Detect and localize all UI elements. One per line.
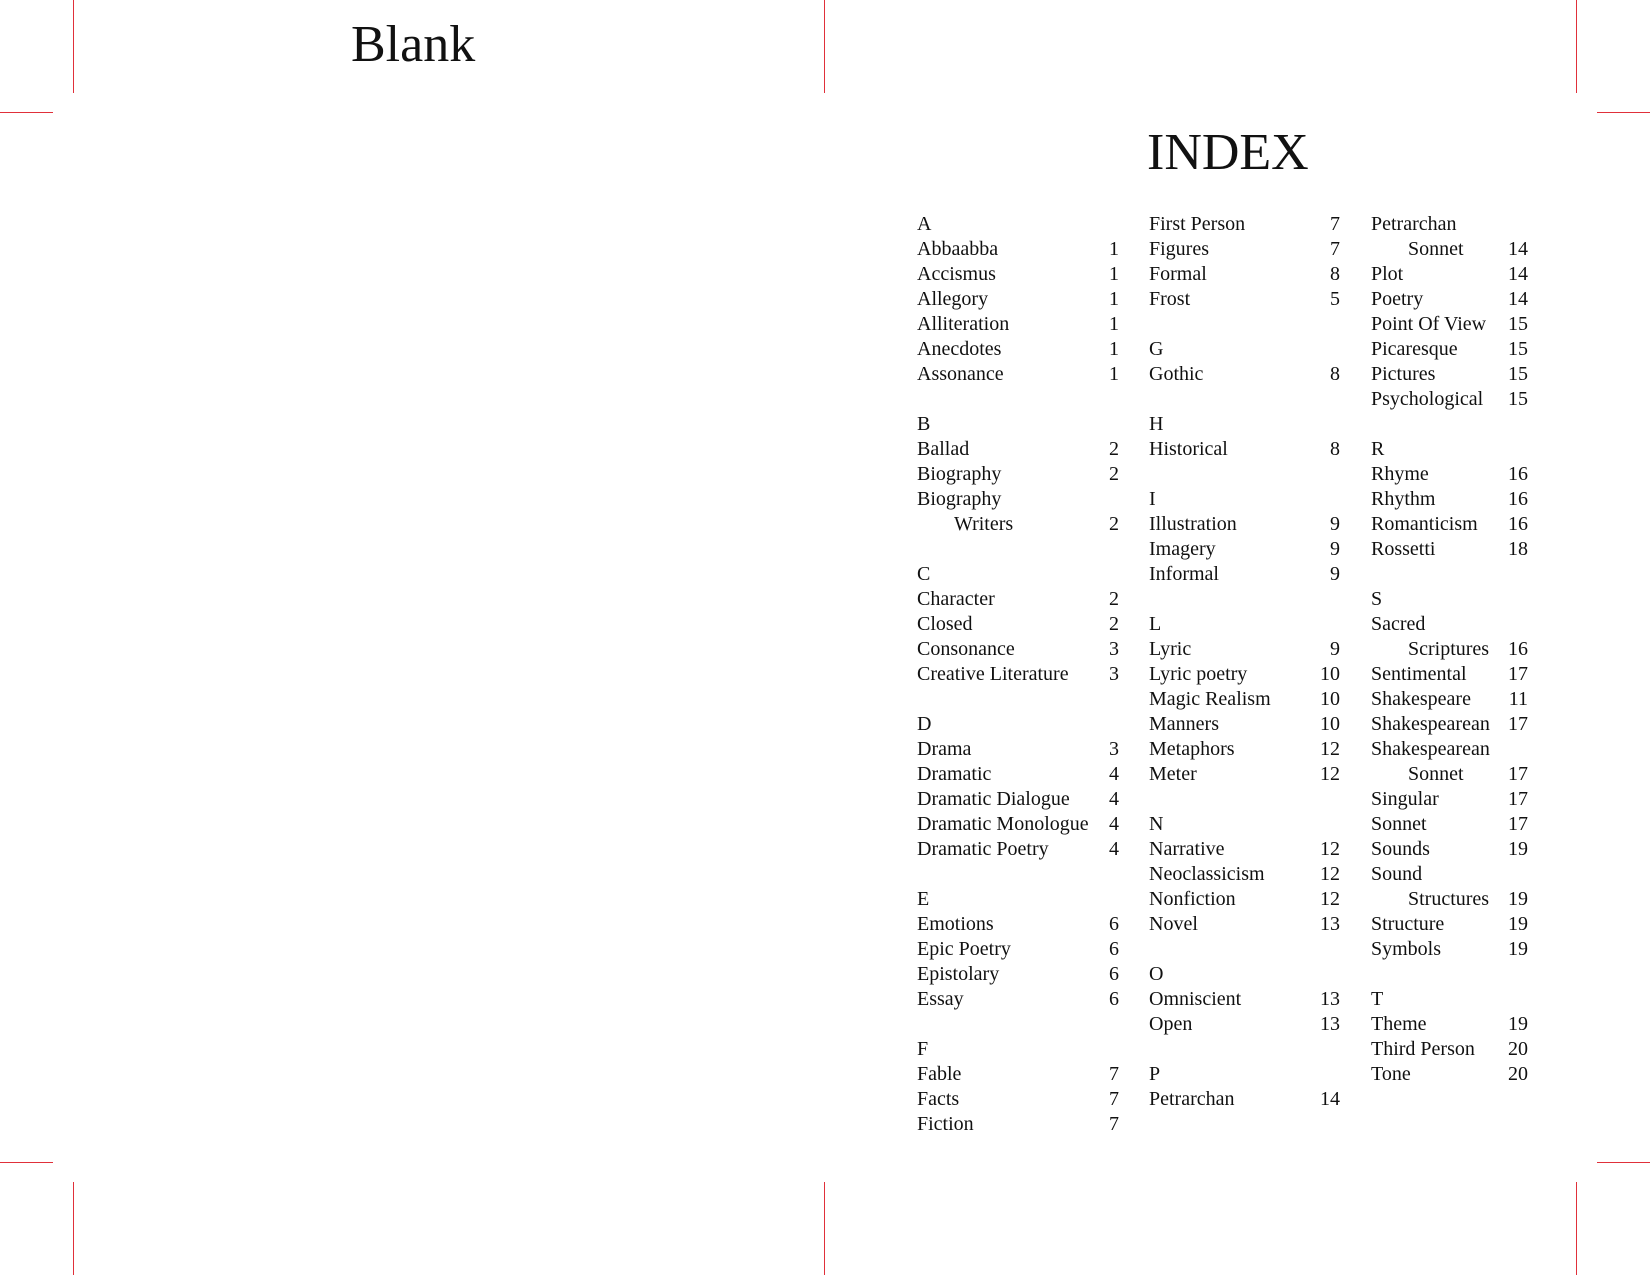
index-page-number: 16 bbox=[1508, 513, 1528, 535]
index-entry bbox=[1371, 587, 1528, 612]
index-entry bbox=[917, 1037, 1119, 1062]
index-term: N bbox=[1149, 813, 1164, 835]
index-entry bbox=[1371, 662, 1528, 687]
index-term: Picaresque bbox=[1371, 338, 1458, 360]
index-entry bbox=[917, 362, 1119, 387]
index-entry bbox=[1371, 712, 1528, 737]
index-term: Rossetti bbox=[1371, 538, 1436, 560]
index-term: H bbox=[1149, 413, 1164, 435]
index-entry bbox=[917, 212, 1119, 237]
index-page-number: 7 bbox=[1330, 238, 1340, 260]
index-term: Informal bbox=[1149, 563, 1219, 585]
index-page-number: 16 bbox=[1508, 638, 1528, 660]
index-entry bbox=[1149, 837, 1340, 862]
index-term: Psychological bbox=[1371, 388, 1484, 410]
index-page-number: 19 bbox=[1508, 1013, 1528, 1035]
index-term: Rhythm bbox=[1371, 488, 1436, 510]
index-term: Anecdotes bbox=[917, 338, 1002, 360]
index-entry bbox=[1371, 912, 1528, 937]
index-entry bbox=[917, 962, 1119, 987]
index-term: E bbox=[917, 888, 930, 910]
index-entry bbox=[1149, 487, 1340, 512]
index-entry bbox=[1149, 387, 1340, 412]
index-page-number: 6 bbox=[1109, 988, 1119, 1010]
index-term: Sound bbox=[1371, 863, 1423, 885]
index-term: Singular bbox=[1371, 788, 1439, 810]
index-term: Fiction bbox=[917, 1113, 974, 1135]
index-entry bbox=[917, 1062, 1119, 1087]
index-entry bbox=[1149, 1062, 1340, 1087]
index-page-number: 19 bbox=[1508, 938, 1528, 960]
index-term: Sonnet bbox=[1408, 763, 1464, 785]
index-page-number: 11 bbox=[1508, 688, 1528, 710]
index-page-number: 15 bbox=[1508, 338, 1528, 360]
index-entry bbox=[1149, 762, 1340, 787]
crop-mark bbox=[73, 1182, 74, 1275]
index-entry bbox=[917, 612, 1119, 637]
index-term: Plot bbox=[1371, 263, 1404, 285]
crop-mark bbox=[1597, 1162, 1650, 1163]
index-entry bbox=[1149, 662, 1340, 687]
index-term: Biography bbox=[917, 463, 1002, 485]
index-entry bbox=[1371, 287, 1528, 312]
index-page-number: 4 bbox=[1109, 838, 1119, 860]
index-term: Allegory bbox=[917, 288, 989, 310]
crop-mark bbox=[0, 1162, 53, 1163]
index-term: Meter bbox=[1149, 763, 1197, 785]
index-page-number: 7 bbox=[1109, 1113, 1119, 1135]
index-entry bbox=[917, 762, 1119, 787]
index-entry bbox=[1371, 337, 1528, 362]
index-term: Character bbox=[917, 588, 995, 610]
index-term: R bbox=[1371, 438, 1385, 460]
index-page-number: 3 bbox=[1109, 638, 1119, 660]
index-entry bbox=[1371, 512, 1528, 537]
index-term: G bbox=[1149, 338, 1164, 360]
index-page-number: 3 bbox=[1109, 738, 1119, 760]
index-entry bbox=[1371, 787, 1528, 812]
index-page-number: 1 bbox=[1109, 288, 1119, 310]
index-term: Facts bbox=[917, 1088, 960, 1110]
index-page-number: 2 bbox=[1109, 513, 1119, 535]
index-term: Figures bbox=[1149, 238, 1209, 260]
index-page-number: 2 bbox=[1109, 613, 1119, 635]
index-entry bbox=[1149, 712, 1340, 737]
index-column-3 bbox=[1371, 212, 1528, 1087]
index-term: Consonance bbox=[917, 638, 1015, 660]
index-entry bbox=[1371, 612, 1528, 637]
index-term: Petrarchan bbox=[1149, 1088, 1235, 1110]
index-page-number: 9 bbox=[1330, 538, 1340, 560]
index-entry bbox=[1371, 387, 1528, 412]
index-page-number: 1 bbox=[1109, 363, 1119, 385]
index-term: Dramatic Poetry bbox=[917, 838, 1049, 860]
index-page-number: 12 bbox=[1320, 838, 1340, 860]
index-entry bbox=[917, 987, 1119, 1012]
index-term: Essay bbox=[917, 988, 964, 1010]
index-page-number: 12 bbox=[1320, 863, 1340, 885]
index-page-number: 6 bbox=[1109, 963, 1119, 985]
index-page-number: 19 bbox=[1508, 913, 1528, 935]
index-term: Dramatic Monologue bbox=[917, 813, 1089, 835]
index-entry bbox=[917, 1112, 1119, 1137]
index-term: A bbox=[917, 213, 932, 235]
index-entry bbox=[1149, 637, 1340, 662]
index-term: Imagery bbox=[1149, 538, 1216, 560]
index-page-number: 7 bbox=[1109, 1088, 1119, 1110]
index-entry bbox=[917, 1087, 1119, 1112]
index-term: Dramatic Dialogue bbox=[917, 788, 1070, 810]
index-page-number: 5 bbox=[1330, 288, 1340, 310]
index-term: Omniscient bbox=[1149, 988, 1242, 1010]
index-page-number: 20 bbox=[1508, 1063, 1528, 1085]
index-entry bbox=[1371, 812, 1528, 837]
index-entry bbox=[917, 562, 1119, 587]
index-term: Novel bbox=[1149, 913, 1198, 935]
index-term: Formal bbox=[1149, 263, 1207, 285]
index-page-number: 6 bbox=[1109, 938, 1119, 960]
index-term: Lyric poetry bbox=[1149, 663, 1248, 685]
index-term: F bbox=[917, 1038, 929, 1060]
index-page-number: 10 bbox=[1320, 713, 1340, 735]
index-entry bbox=[1371, 1062, 1528, 1087]
index-entry bbox=[1149, 587, 1340, 612]
index-term: Gothic bbox=[1149, 363, 1204, 385]
index-page-number: 17 bbox=[1508, 788, 1528, 810]
index-page-number: 18 bbox=[1508, 538, 1528, 560]
index-entry bbox=[917, 737, 1119, 762]
index-term: Nonfiction bbox=[1149, 888, 1236, 910]
index-term: Sacred bbox=[1371, 613, 1426, 635]
crop-mark bbox=[824, 0, 825, 93]
index-term: Third Person bbox=[1371, 1038, 1475, 1060]
index-entry bbox=[917, 712, 1119, 737]
index-term: Writers bbox=[954, 513, 1014, 535]
index-entry bbox=[1149, 462, 1340, 487]
index-page-number: 14 bbox=[1508, 263, 1528, 285]
index-page-number: 16 bbox=[1508, 488, 1528, 510]
index-entry bbox=[1149, 612, 1340, 637]
index-entry bbox=[1149, 937, 1340, 962]
index-page-number: 1 bbox=[1109, 313, 1119, 335]
crop-mark bbox=[73, 0, 74, 93]
index-entry bbox=[1149, 362, 1340, 387]
index-entry bbox=[1371, 737, 1528, 762]
index-entry bbox=[1371, 962, 1528, 987]
index-term: Biography bbox=[917, 488, 1002, 510]
index-entry bbox=[1371, 687, 1528, 712]
index-term: Open bbox=[1149, 1013, 1193, 1035]
index-term: Shakespearean bbox=[1371, 713, 1490, 735]
index-entry bbox=[917, 587, 1119, 612]
index-term: Scriptures bbox=[1408, 638, 1490, 660]
index-entry bbox=[917, 412, 1119, 437]
index-entry bbox=[1149, 312, 1340, 337]
index-term: Sentimental bbox=[1371, 663, 1467, 685]
index-page-number: 3 bbox=[1109, 663, 1119, 685]
index-page-number: 19 bbox=[1508, 838, 1528, 860]
index-entry bbox=[917, 787, 1119, 812]
index-entry bbox=[917, 437, 1119, 462]
index-page-number: 9 bbox=[1330, 513, 1340, 535]
index-term: Dramatic bbox=[917, 763, 992, 785]
index-title: INDEX bbox=[1147, 124, 1309, 181]
index-entry bbox=[1371, 1012, 1528, 1037]
index-entry bbox=[917, 512, 1119, 537]
index-term: Illustration bbox=[1149, 513, 1237, 535]
index-term: Petrarchan bbox=[1371, 213, 1457, 235]
index-term: S bbox=[1371, 588, 1383, 610]
index-term: I bbox=[1149, 488, 1156, 510]
index-page-number: 16 bbox=[1508, 463, 1528, 485]
index-entry bbox=[1149, 412, 1340, 437]
crop-mark bbox=[824, 1182, 825, 1275]
index-term: Closed bbox=[917, 613, 973, 635]
index-entry bbox=[917, 662, 1119, 687]
index-page-number: 12 bbox=[1320, 888, 1340, 910]
left-page-title: Blank bbox=[351, 16, 476, 73]
index-term: Structure bbox=[1371, 913, 1445, 935]
index-entry bbox=[917, 1012, 1119, 1037]
index-page-number: 9 bbox=[1330, 638, 1340, 660]
index-term: Creative Literature bbox=[917, 663, 1069, 685]
index-page-number: 6 bbox=[1109, 913, 1119, 935]
index-term: Pictures bbox=[1371, 363, 1436, 385]
index-entry bbox=[1149, 1012, 1340, 1037]
index-term: Epic Poetry bbox=[917, 938, 1011, 960]
index-page-number: 2 bbox=[1109, 438, 1119, 460]
index-entry bbox=[1371, 237, 1528, 262]
index-page-number: 15 bbox=[1508, 313, 1528, 335]
index-term: Assonance bbox=[917, 363, 1004, 385]
crop-mark bbox=[1576, 1182, 1577, 1275]
index-page-number: 10 bbox=[1320, 663, 1340, 685]
index-entry bbox=[1371, 437, 1528, 462]
index-page-number: 13 bbox=[1320, 913, 1340, 935]
index-term: Drama bbox=[917, 738, 972, 760]
index-page-number: 7 bbox=[1109, 1063, 1119, 1085]
index-entry bbox=[917, 487, 1119, 512]
index-term: Ballad bbox=[917, 438, 970, 460]
index-entry bbox=[1149, 337, 1340, 362]
index-term: Fable bbox=[917, 1063, 962, 1085]
index-entry bbox=[1371, 637, 1528, 662]
index-entry bbox=[1371, 262, 1528, 287]
index-page-number: 9 bbox=[1330, 563, 1340, 585]
index-term: Structures bbox=[1408, 888, 1490, 910]
index-entry bbox=[1371, 212, 1528, 237]
index-entry bbox=[1149, 562, 1340, 587]
index-entry bbox=[1149, 537, 1340, 562]
index-term: O bbox=[1149, 963, 1164, 985]
index-page-number: 8 bbox=[1330, 438, 1340, 460]
index-entry bbox=[917, 912, 1119, 937]
index-term: Point Of View bbox=[1371, 313, 1487, 335]
index-term: Magic Realism bbox=[1149, 688, 1271, 710]
index-entry bbox=[1149, 1037, 1340, 1062]
index-term: Romanticism bbox=[1371, 513, 1478, 535]
index-page-number: 13 bbox=[1320, 1013, 1340, 1035]
index-page-number: 2 bbox=[1109, 463, 1119, 485]
index-entry bbox=[1149, 987, 1340, 1012]
index-entry bbox=[1149, 887, 1340, 912]
index-entry bbox=[917, 387, 1119, 412]
index-page-number: 20 bbox=[1508, 1038, 1528, 1060]
index-entry bbox=[917, 337, 1119, 362]
crop-mark bbox=[0, 112, 53, 113]
index-page-number: 14 bbox=[1508, 238, 1528, 260]
index-entry bbox=[917, 937, 1119, 962]
index-term: Rhyme bbox=[1371, 463, 1429, 485]
index-page-number: 4 bbox=[1109, 763, 1119, 785]
index-entry bbox=[917, 887, 1119, 912]
index-entry bbox=[1149, 212, 1340, 237]
index-term: D bbox=[917, 713, 932, 735]
index-page-number: 12 bbox=[1320, 738, 1340, 760]
index-page-number: 4 bbox=[1109, 813, 1119, 835]
index-entry bbox=[917, 537, 1119, 562]
index-entry bbox=[1371, 762, 1528, 787]
index-page-number: 17 bbox=[1508, 713, 1528, 735]
index-page-number: 13 bbox=[1320, 988, 1340, 1010]
index-entry bbox=[1149, 237, 1340, 262]
index-entry bbox=[1371, 887, 1528, 912]
index-page-number: 1 bbox=[1109, 263, 1119, 285]
index-entry bbox=[1149, 962, 1340, 987]
index-column-2 bbox=[1149, 212, 1340, 1112]
index-term: L bbox=[1149, 613, 1162, 635]
index-entry bbox=[917, 687, 1119, 712]
index-entry bbox=[1371, 837, 1528, 862]
index-page-number: 1 bbox=[1109, 338, 1119, 360]
index-term: Manners bbox=[1149, 713, 1219, 735]
index-term: Shakespearean bbox=[1371, 738, 1490, 760]
index-term: Symbols bbox=[1371, 938, 1442, 960]
index-entry bbox=[1149, 687, 1340, 712]
index-term: Sonnet bbox=[1371, 813, 1427, 835]
index-entry bbox=[1371, 937, 1528, 962]
index-entry bbox=[1149, 862, 1340, 887]
index-entry bbox=[1371, 362, 1528, 387]
index-term: Abbaabba bbox=[917, 238, 999, 260]
index-page-number: 17 bbox=[1508, 663, 1528, 685]
index-entry bbox=[917, 262, 1119, 287]
index-page-number: 15 bbox=[1508, 363, 1528, 385]
index-entry bbox=[1371, 462, 1528, 487]
index-page-number: 17 bbox=[1508, 813, 1528, 835]
index-entry bbox=[917, 862, 1119, 887]
index-term: Sounds bbox=[1371, 838, 1430, 860]
index-term: First Person bbox=[1149, 213, 1246, 235]
index-term: Historical bbox=[1149, 438, 1228, 460]
index-page-number: 2 bbox=[1109, 588, 1119, 610]
index-page-number: 14 bbox=[1320, 1088, 1340, 1110]
index-page-number: 8 bbox=[1330, 363, 1340, 385]
index-term: Emotions bbox=[917, 913, 994, 935]
index-entry bbox=[1371, 312, 1528, 337]
index-entry bbox=[1149, 812, 1340, 837]
index-column-1 bbox=[917, 212, 1119, 1137]
index-entry bbox=[917, 462, 1119, 487]
index-entry bbox=[1149, 437, 1340, 462]
index-page-number: 7 bbox=[1330, 213, 1340, 235]
index-entry bbox=[1149, 287, 1340, 312]
index-term: Alliteration bbox=[917, 313, 1010, 335]
index-entry bbox=[1149, 737, 1340, 762]
index-entry bbox=[1149, 787, 1340, 812]
index-term: Lyric bbox=[1149, 638, 1192, 660]
index-term: T bbox=[1371, 988, 1384, 1010]
crop-mark bbox=[1576, 0, 1577, 93]
index-term: P bbox=[1149, 1063, 1161, 1085]
index-entry bbox=[917, 237, 1119, 262]
index-page-number: 17 bbox=[1508, 763, 1528, 785]
index-term: Accismus bbox=[917, 263, 996, 285]
index-term: Epistolary bbox=[917, 963, 1000, 985]
index-term: B bbox=[917, 413, 931, 435]
index-term: Sonnet bbox=[1408, 238, 1464, 260]
index-entry bbox=[1149, 1087, 1340, 1112]
index-page-number: 10 bbox=[1320, 688, 1340, 710]
index-page-number: 12 bbox=[1320, 763, 1340, 785]
index-term: Shakespeare bbox=[1371, 688, 1471, 710]
index-entry bbox=[917, 287, 1119, 312]
index-page-number: 8 bbox=[1330, 263, 1340, 285]
index-entry bbox=[1371, 987, 1528, 1012]
index-entry bbox=[917, 312, 1119, 337]
index-entry bbox=[1371, 537, 1528, 562]
index-term: Tone bbox=[1371, 1063, 1411, 1085]
index-term: Theme bbox=[1371, 1013, 1427, 1035]
index-entry bbox=[1371, 1037, 1528, 1062]
index-term: Frost bbox=[1149, 288, 1191, 310]
index-entry bbox=[1371, 487, 1528, 512]
index-page-number: 15 bbox=[1508, 388, 1528, 410]
index-term: Metaphors bbox=[1149, 738, 1235, 760]
index-term: C bbox=[917, 563, 931, 585]
index-page-number: 14 bbox=[1508, 288, 1528, 310]
index-term: Neoclassicism bbox=[1149, 863, 1265, 885]
index-entry bbox=[1371, 862, 1528, 887]
index-entry bbox=[1149, 912, 1340, 937]
index-entry bbox=[917, 812, 1119, 837]
index-page-number: 4 bbox=[1109, 788, 1119, 810]
index-page-number: 1 bbox=[1109, 238, 1119, 260]
index-term: Narrative bbox=[1149, 838, 1225, 860]
index-entry bbox=[917, 637, 1119, 662]
index-entry bbox=[1371, 412, 1528, 437]
index-page-number: 19 bbox=[1508, 888, 1528, 910]
crop-mark bbox=[1597, 112, 1650, 113]
index-entry bbox=[1149, 512, 1340, 537]
index-entry bbox=[917, 837, 1119, 862]
index-term: Poetry bbox=[1371, 288, 1424, 310]
index-entry bbox=[1371, 562, 1528, 587]
index-entry bbox=[1149, 262, 1340, 287]
